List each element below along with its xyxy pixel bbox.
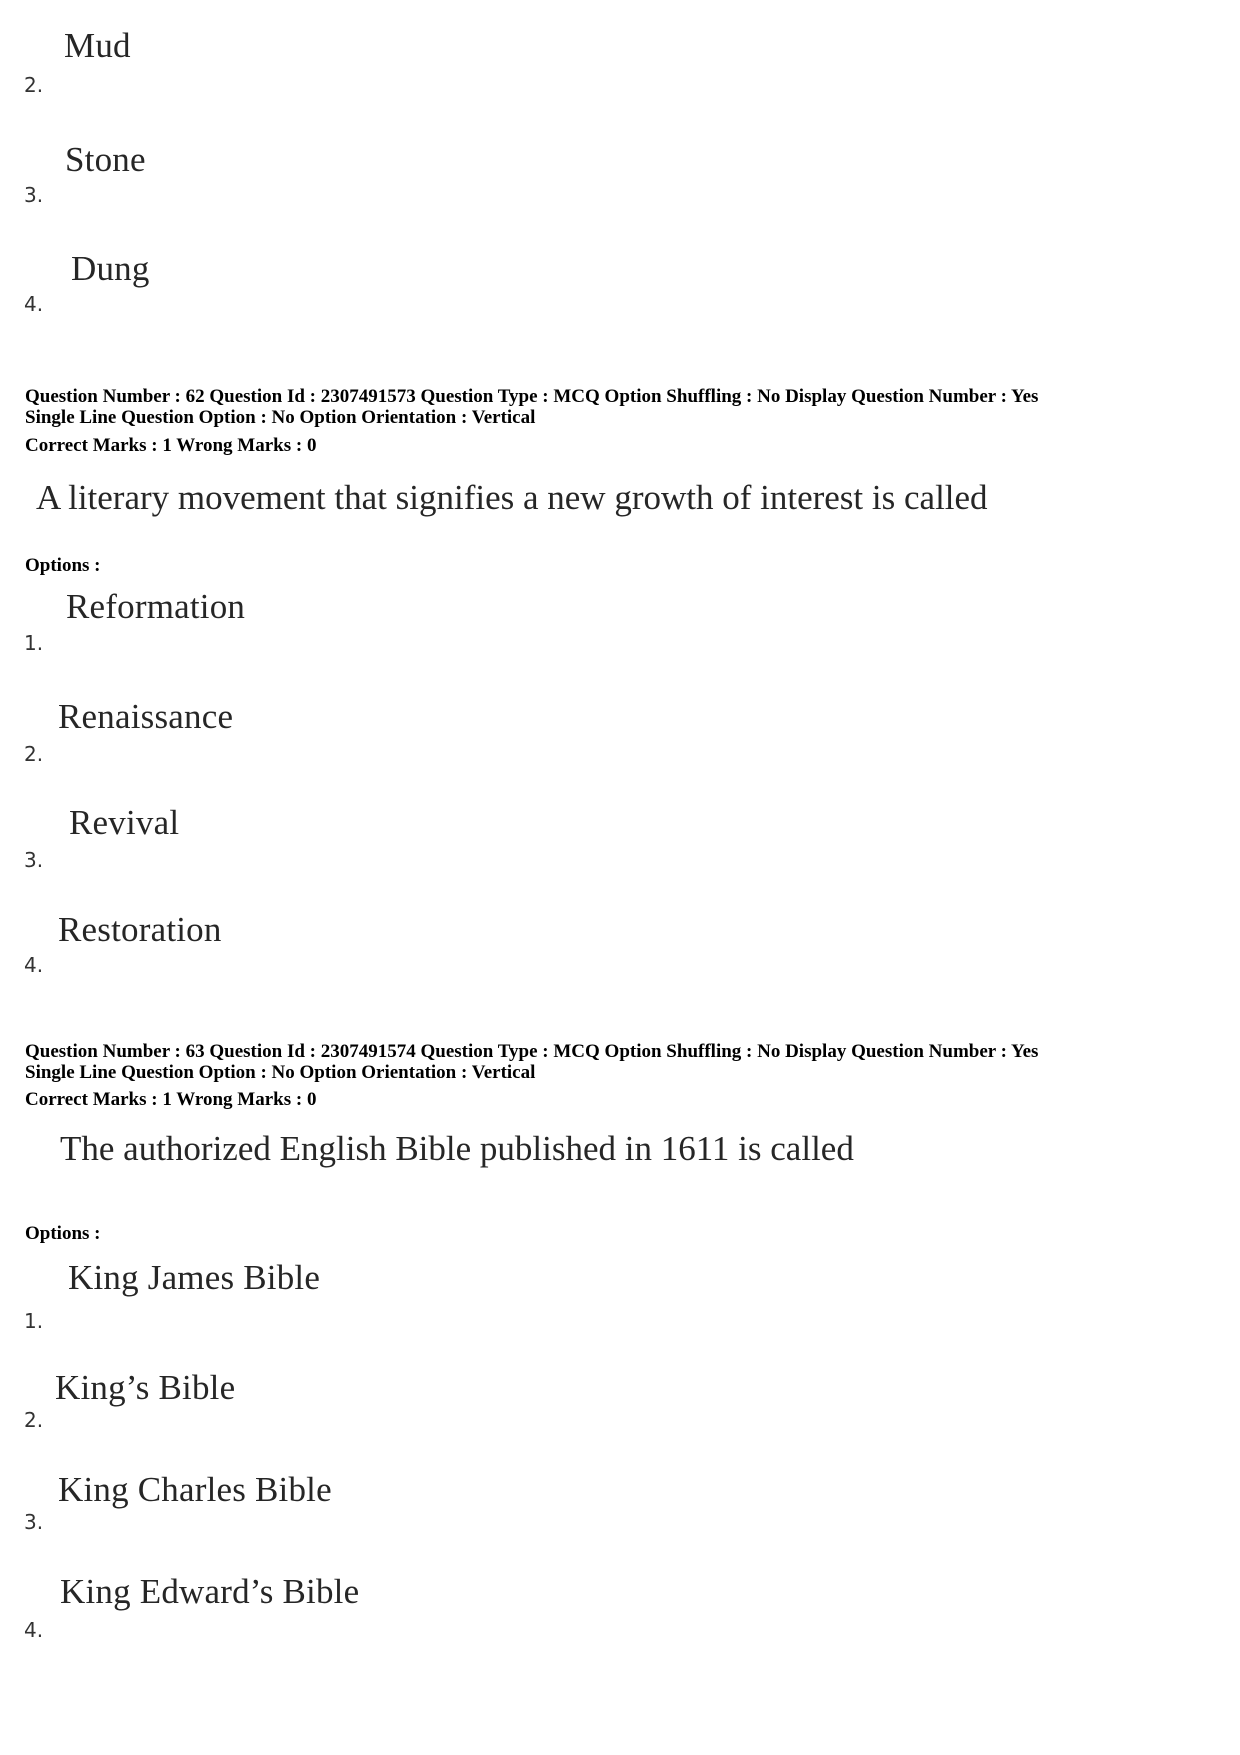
option-text: King’s Bible xyxy=(55,1368,236,1407)
option-number: 4. xyxy=(24,1618,44,1642)
question-text: The authorized English Bible published in 1611 is called xyxy=(60,1129,854,1168)
option-text: King Edward’s Bible xyxy=(60,1572,360,1611)
option-text: King Charles Bible xyxy=(58,1470,332,1509)
marks-line: Correct Marks : 1 Wrong Marks : 0 xyxy=(25,1089,317,1110)
option-text: Restoration xyxy=(58,910,222,949)
option-number: 3. xyxy=(24,183,44,207)
question-meta-line: Question Number : 63 Question Id : 2307491574 Question Type : MCQ Option Shuffling : No Display Question Number : Yes xyxy=(25,1041,1039,1062)
option-number: 2. xyxy=(24,1408,44,1432)
option-number: 1. xyxy=(24,1309,44,1333)
options-label: Options : xyxy=(25,555,101,576)
option-text: Stone xyxy=(65,140,146,179)
option-number: 3. xyxy=(24,1510,44,1534)
option-number: 4. xyxy=(24,953,44,977)
question-meta-line: Single Line Question Option : No Option Orientation : Vertical xyxy=(25,407,536,428)
option-number: 1. xyxy=(24,631,44,655)
option-text: Renaissance xyxy=(58,697,234,736)
option-text: King James Bible xyxy=(68,1258,321,1297)
option-number: 3. xyxy=(24,848,44,872)
option-text: Dung xyxy=(71,249,150,288)
option-text: Reformation xyxy=(66,587,246,626)
option-number: 2. xyxy=(24,742,44,766)
options-label: Options : xyxy=(25,1223,101,1244)
option-text: Mud xyxy=(64,26,131,65)
marks-line: Correct Marks : 1 Wrong Marks : 0 xyxy=(25,435,317,456)
question-text: A literary movement that signifies a new growth of interest is called xyxy=(36,478,988,517)
option-text: Revival xyxy=(69,803,180,842)
option-number: 4. xyxy=(24,292,44,316)
option-number: 2. xyxy=(24,73,44,97)
question-meta-line: Question Number : 62 Question Id : 2307491573 Question Type : MCQ Option Shuffling : No Display Question Number : Yes xyxy=(25,386,1039,407)
question-meta-line: Single Line Question Option : No Option Orientation : Vertical xyxy=(25,1062,536,1083)
